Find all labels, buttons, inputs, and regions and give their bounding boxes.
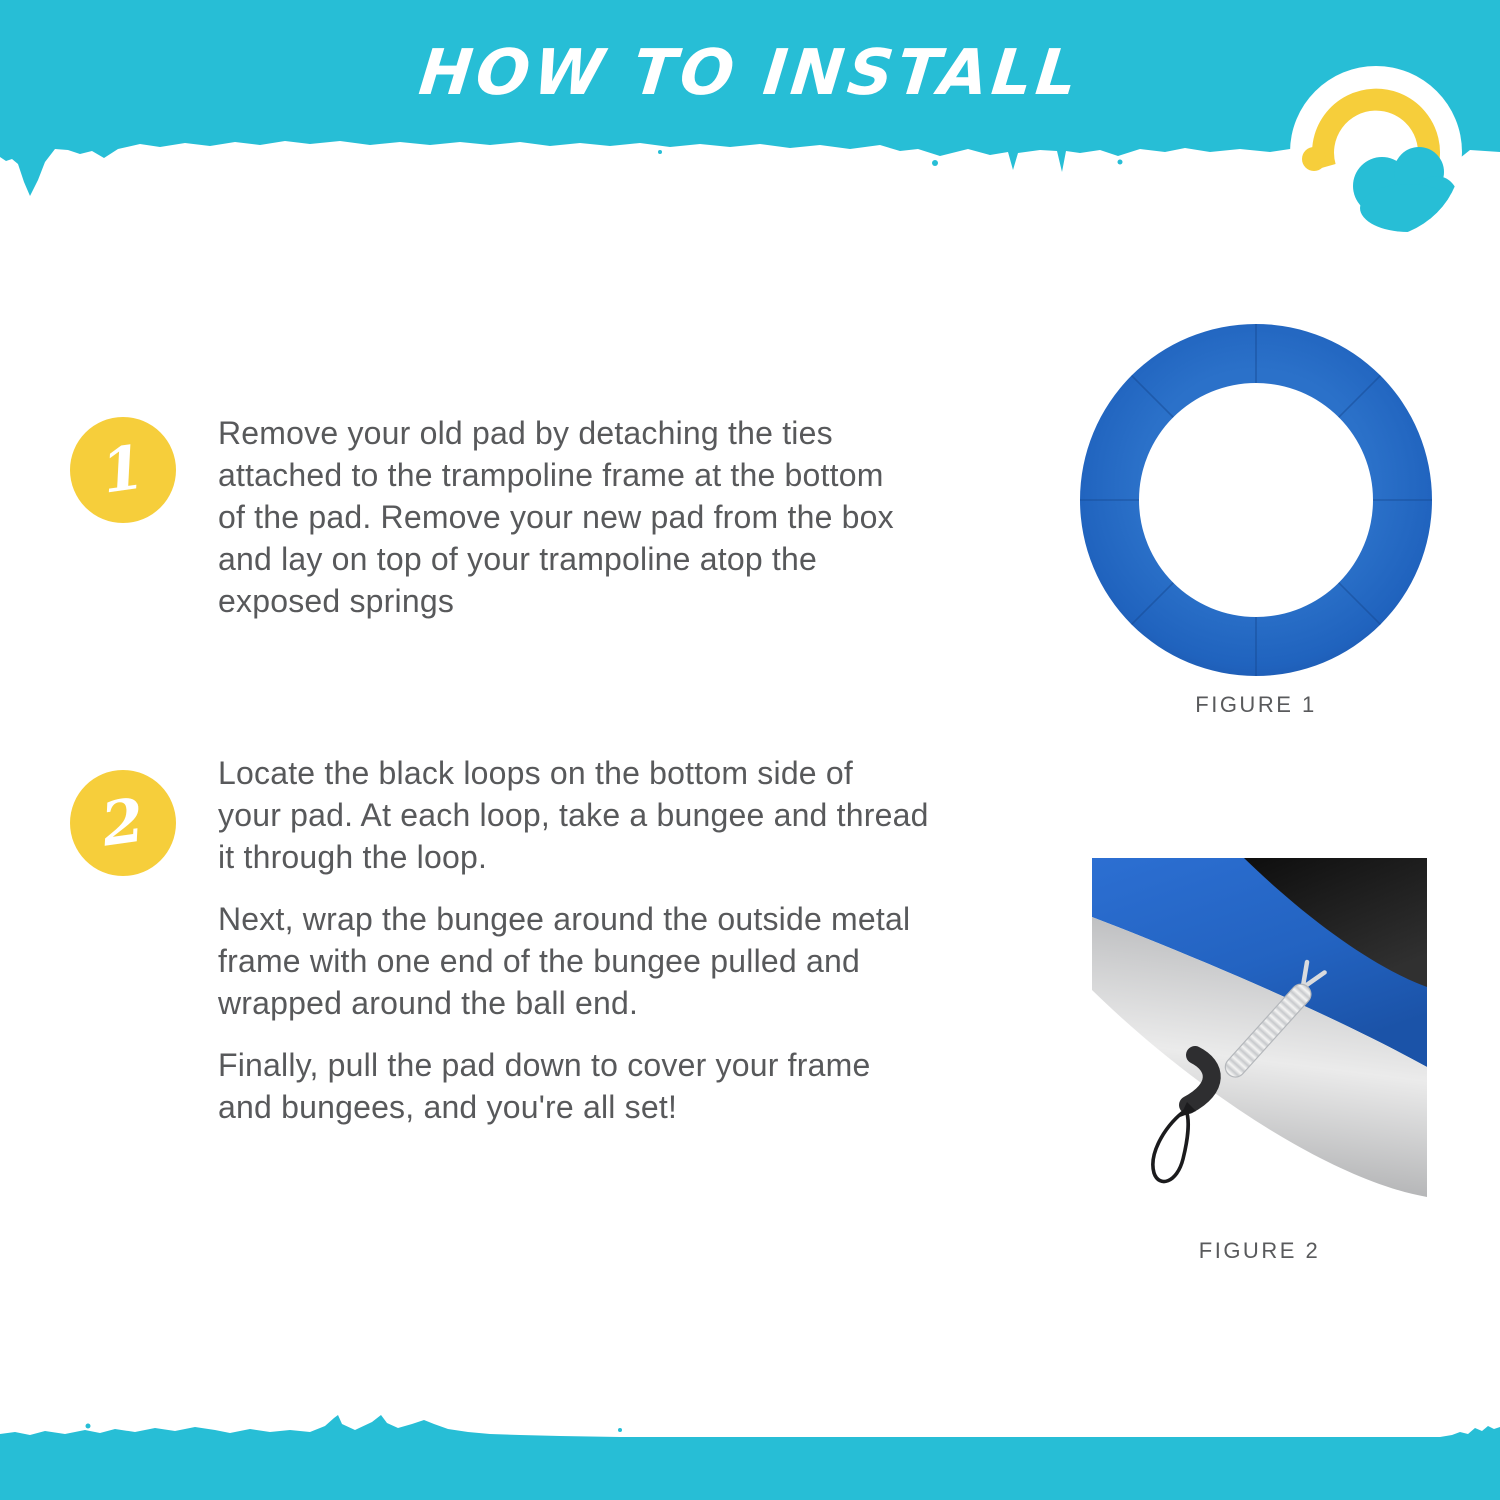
step-text-line: Next, wrap the bungee around the outside metal xyxy=(218,901,911,937)
figure-2-image xyxy=(1092,858,1427,1197)
bottom-band xyxy=(0,1408,1500,1500)
step-text-line: and lay on top of your trampoline atop the xyxy=(218,541,818,577)
figure-1-caption: FIGURE 1 xyxy=(1195,692,1317,717)
step-text-line: exposed springs xyxy=(218,583,455,619)
rainbow-and-cloud-logo xyxy=(1286,58,1470,250)
step-text-line: it through the loop. xyxy=(218,839,488,875)
step-text-line: your pad. At each loop, take a bungee and thread xyxy=(218,797,929,833)
step-text-line: and bungees, and you're all set! xyxy=(218,1089,678,1125)
step-text-line: frame with one end of the bungee pulled and xyxy=(218,943,860,979)
step-text-line: Finally, pull the pad down to cover your frame xyxy=(218,1047,871,1083)
step-2-paragraph-2 xyxy=(218,898,1048,1024)
sun-dot-icon xyxy=(1302,147,1326,171)
step-2-paragraph-1 xyxy=(218,752,1048,878)
step-1-text xyxy=(218,412,1048,622)
step-2-number: 2 xyxy=(97,785,149,861)
step-2-text xyxy=(218,752,1048,1128)
page-title: HOW TO INSTALL xyxy=(415,36,1085,109)
pad-ring-seams xyxy=(1080,324,1432,676)
step-1-badge xyxy=(70,417,176,523)
figure-2-caption: FIGURE 2 xyxy=(1198,1238,1321,1263)
step-text-line: of the pad. Remove your new pad from the box xyxy=(218,499,894,535)
step-2-badge xyxy=(70,770,176,876)
step-1-number: 1 xyxy=(97,432,149,508)
step-text-line: wrapped around the ball end. xyxy=(218,985,639,1021)
step-text-line: Locate the black loops on the bottom side of xyxy=(218,755,853,791)
step-1-paragraph xyxy=(218,412,1048,622)
step-text-line: attached to the trampoline frame at the bottom xyxy=(218,457,884,493)
figure-1-image xyxy=(1076,322,1436,682)
step-2-paragraph-3 xyxy=(218,1044,1048,1128)
step-text-line: Remove your old pad by detaching the ties xyxy=(218,415,833,451)
